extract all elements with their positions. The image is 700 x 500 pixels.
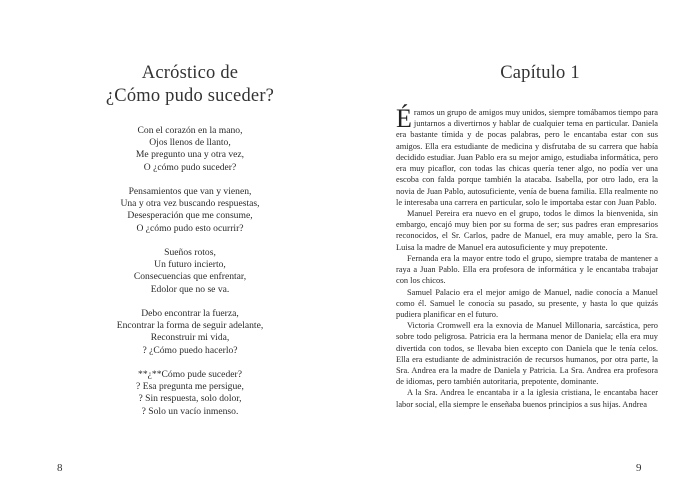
- poem-line: Encontrar la forma de seguir adelante,: [116, 320, 264, 332]
- chapter-paragraph: A la Sra. Andrea le encantaba ir a la iglesia cristiana, le encantaba hacer labor social, ella siempre le enseñaba buenos principios a sus hijas. Andrea: [396, 388, 658, 409]
- poem-stanza: [0, 308, 380, 357]
- poem-title: [0, 62, 380, 108]
- poem-line: ? Sin respuesta, solo dolor,: [138, 393, 242, 405]
- poem-line: Una y otra vez buscando respuestas,: [120, 198, 260, 210]
- poem-title-line-2: ¿Cómo pudo suceder?: [105, 86, 275, 106]
- chapter-paragraph: Manuel Pereira era nuevo en el grupo, todos le dimos la bienvenida, sin embargo, encajó muy bien por su forma de ser; sus padres eran empresarios reconocidos, el Sr. Carlos, padre de Manuel, era muy amable, pero la Sra. Luisa la madre de Manuel era autosuficiente y muy prepotente.: [396, 208, 658, 252]
- chapter-paragraph: Fernanda era la mayor entre todo el grupo, siempre trataba de mantener a raya a Juan Pablo. Ella era profesora de informática y le encantaba trabajar con los chicos.: [396, 253, 658, 286]
- poem-line: O ¿cómo pudo esto ocurrir?: [136, 222, 244, 234]
- chapter-body: [396, 104, 658, 410]
- drop-cap: É: [396, 104, 412, 133]
- poem-line: Ojos llenos de llanto,: [149, 137, 231, 149]
- poem-line: **¿**Cómo pude suceder?: [138, 369, 242, 380]
- poem-line: Debo encontrar la fuerza,: [141, 308, 239, 319]
- poem-stanza: [0, 186, 380, 235]
- paragraph-text: ramos un grupo de amigos muy unidos, siempre tomábamos tiempo para juntarnos a divertirnos y hablar de cualquier tema en particular. Daniela era bastante tímida y de pocas palabras, pero le encantaba estar con sus amigos. Ella era estudiante de medicina y disfrutaba de su carrera que había decidido estudiar. Juan Pablo era su mejor amigo, estudiaba informática, pero era muy picaflor, con todas las chicas quería tener algo, no podía ver una escoba con falda porque también la atacaba. Isabella, por otro lado, era la novia de Juan Pablo, autosuficiente, venía de buena familia. Ella realmente no le interesaba una carrera en particular, solo le importaba estar con Juan Pablo.: [396, 108, 658, 207]
- poem-line: Consecuencias que enfrentar,: [133, 271, 247, 283]
- acrostic-poem: [0, 125, 380, 418]
- poem-title-line-1: Acróstico de: [141, 63, 239, 83]
- chapter-paragraph: Samuel Palacio era el mejor amigo de Manuel, nadie conocía a Manuel como él. Samuel le conocía su pasado, su presente, y hasta lo que quizás pudiera planificar en el futuro.: [396, 287, 658, 319]
- chapter-paragraph: Victoria Cromwell era la exnovia de Manuel Millonaria, sarcástica, pero sobre todo peligrosa. Patricia era la hermana menor de Daniela; ella era muy divertida con todos, se llevaba bien excepto con Daniela que le tenía celos. Ella era estudiante de administración de recursos humanos, por otra parte, la Sra. Andrea era la madre de Daniela y Patricia. La Sra. Andrea era profesora de idiomas, pero también autoritaria, prepotente, dominante.: [396, 321, 658, 387]
- poem-line: Sueños rotos,: [164, 247, 216, 258]
- chapter-paragraph: [396, 104, 658, 208]
- poem-line: Desesperación que me consume,: [127, 210, 253, 222]
- poem-line: O ¿cómo pudo suceder?: [143, 161, 237, 173]
- poem-line: ? Esa pregunta me persigue,: [136, 381, 244, 393]
- poem-line: Edolor que no se va.: [150, 283, 230, 295]
- poem-line: Pensamientos que van y vienen,: [128, 186, 252, 197]
- left-page-number: 8: [57, 462, 63, 474]
- right-page-number: 9: [636, 462, 642, 474]
- poem-line: Reconstruir mi vida,: [150, 332, 230, 344]
- poem-line: Me pregunto una y otra vez,: [135, 149, 245, 161]
- poem-stanza: [0, 125, 380, 174]
- poem-line: Un futuro incierto,: [154, 259, 226, 271]
- poem-stanza: [0, 247, 380, 296]
- poem-line: Con el corazón en la mano,: [137, 125, 243, 136]
- poem-line: ? ¿Cómo puedo hacerlo?: [142, 344, 238, 356]
- chapter-title: Capítulo 1: [500, 63, 580, 83]
- poem-stanza: [0, 369, 380, 418]
- poem-line: ? Solo un vacío inmenso.: [141, 405, 239, 417]
